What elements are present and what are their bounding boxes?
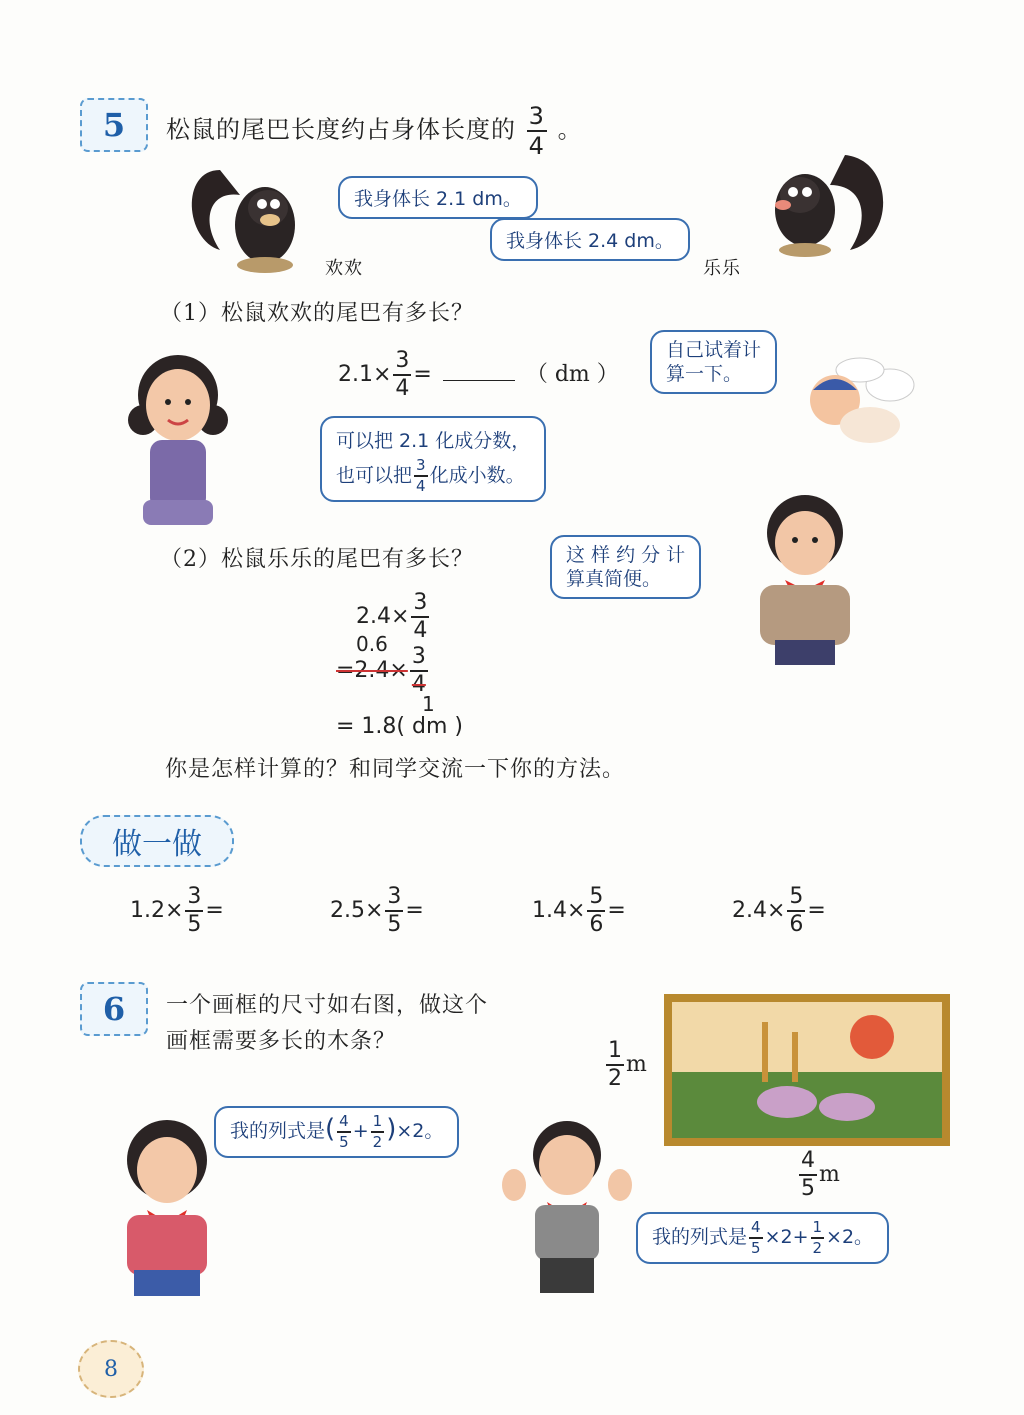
frame-height-label: $\frac{1}{2}$ m [608, 1038, 647, 1091]
answer-blank[interactable] [443, 380, 515, 381]
speech-bubble-girl-formula: 我的列式是( $\frac{4}{5}$ + $\frac{1}{2}$ )×2。 [214, 1106, 459, 1158]
speech-bubble-huanhuan: 我身体长 2.1 dm。 [338, 176, 538, 219]
speech-bubble-easy: 这 样 约 分 计 算真简便。 [550, 535, 701, 599]
q1-fraction: $\frac{3}{4}$ [395, 348, 410, 401]
practice-title: 做一做 [80, 815, 234, 867]
speech-bubble-boy-formula: 我的列式是 $\frac{4}{5}$ ×2+ $\frac{1}{2}$ ×2。 [636, 1212, 889, 1264]
problem-6-text-1: 一个画框的尺寸如右图，做这个 [166, 993, 489, 1018]
boy-red-scarf-illustration [500, 1110, 635, 1295]
exercise-4: 2.4× $\frac{5}{6}$ = [732, 884, 826, 937]
intro-text: 松鼠的尾巴长度约占身体长度的 [166, 115, 516, 144]
practice-exercises [0, 886, 1024, 946]
squirrel-lele-illustration [755, 140, 895, 270]
discussion-prompt: 你是怎样计算的？和同学交流一下你的方法。 [165, 757, 626, 782]
intro-end: 。 [557, 115, 583, 144]
boy-thinking-illustration [745, 485, 865, 665]
problem-number-5: 5 [80, 98, 148, 152]
intro-fraction: $\frac{3}{4}$ [528, 102, 545, 160]
girl-red-scarf-illustration [112, 1110, 222, 1300]
angel-child-illustration [795, 350, 920, 450]
label-huanhuan: 欢欢 [325, 258, 363, 279]
girl-pigtails-illustration [108, 340, 288, 530]
q1-expression: 2.1× $\frac{3}{4}$ = （ dm ） [338, 348, 619, 401]
speech-bubble-convert: 可以把 2.1 化成分数， 也可以把 $\frac{3}{4}$ 化成小数。 [320, 416, 546, 502]
picture-frame [664, 994, 950, 1146]
problem-number-6: 6 [80, 982, 148, 1036]
calc-reduced-top: 0.6 [356, 632, 388, 656]
calc-line-1: 2.4× $\frac{3}{4}$ [356, 590, 428, 643]
question-1: （1）松鼠欢欢的尾巴有多长？ [160, 301, 474, 326]
label-lele: 乐乐 [703, 258, 741, 279]
frame-width-label: $\frac{4}{5}$ m [801, 1148, 840, 1201]
exercise-2: 2.5× $\frac{3}{5}$ = [330, 884, 424, 937]
exercise-1: 1.2× $\frac{3}{5}$ = [130, 884, 224, 937]
safari-painting [672, 1002, 942, 1138]
speech-bubble-lele: 我身体长 2.4 dm。 [490, 218, 690, 261]
calc-line-2: =2.4× $\frac{3}{4}$ [336, 644, 426, 697]
page-number: 8 [78, 1340, 144, 1398]
question-2: （2）松鼠乐乐的尾巴有多长？ [160, 547, 474, 572]
exercise-3: 1.4× $\frac{5}{6}$ = [532, 884, 626, 937]
problem-6-text-2: 画框需要多长的木条？ [166, 1029, 397, 1054]
calc-result: = 1.8( dm ) [336, 714, 463, 739]
calc-reduced-bottom: 1 [422, 692, 435, 716]
squirrel-huanhuan-illustration [180, 150, 310, 280]
speech-bubble-try: 自己试着计 算一下。 [650, 330, 777, 394]
